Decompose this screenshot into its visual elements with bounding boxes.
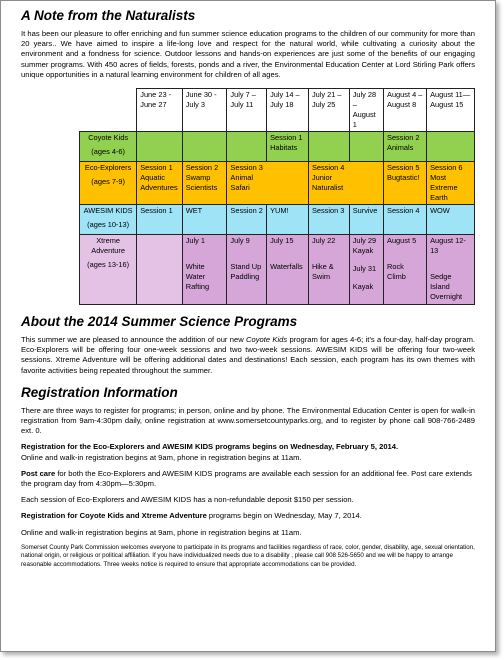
registration-fall-programs: Registration for the Eco-Explorers and AWESIM KIDS programs begins on Wednesday, February 5, 2014. Online and walk-in registration begins at 9am, phone in registration begins at 11am. bbox=[21, 442, 399, 462]
heading-about: About the 2014 Summer Science Programs bbox=[21, 314, 298, 330]
date-col-7: August 4 – August 8 bbox=[384, 89, 427, 132]
xtreme-trip-4: July 22 Hike & Swim bbox=[308, 235, 349, 305]
date-col-6: July 28 – August 1 bbox=[349, 89, 383, 132]
awesim-theme-4: WOW bbox=[427, 205, 475, 235]
registration-intro: There are three ways to register for programs; in person, online and by phone. The Environmental Education Center is open for walk-in registration from 9am-4:30pm daily, online registration at www.somersetcountyparks.org, and to register by phone call 908-766-2489 ext. 0. bbox=[21, 405, 475, 436]
coyote-kids-label: Coyote Kids (ages 4-6) bbox=[80, 132, 137, 162]
eco-session-1: Session 1 Aquatic Adventures bbox=[137, 162, 182, 205]
schedule-table bbox=[79, 88, 475, 305]
xtreme-trip-3: July 15 Waterfalls bbox=[267, 235, 309, 305]
awesim-kids-row bbox=[80, 205, 475, 235]
registration-times: Online and walk-in registration begins at 9am, phone in registration begins at 11am. bbox=[21, 527, 302, 537]
eco-session-2: Session 2 Swamp Scientists bbox=[182, 162, 227, 205]
date-col-4: July 14 – July 18 bbox=[267, 89, 309, 132]
coyote-kids-row bbox=[80, 132, 475, 162]
xtreme-trip-6: August 5 Rock Climb bbox=[384, 235, 427, 305]
eco-explorers-label: Eco-Explorers (ages 7-9) bbox=[80, 162, 137, 205]
eco-explorers-row bbox=[80, 162, 475, 205]
xtreme-adventure-row bbox=[80, 235, 475, 305]
awesim-session-3: Session 3 bbox=[308, 205, 349, 235]
date-col-5: July 21 – July 25 bbox=[308, 89, 349, 132]
date-col-1: June 23 - June 27 bbox=[137, 89, 182, 132]
eco-session-5: Session 5 Bugtastic! bbox=[384, 162, 427, 205]
disclaimer-text: Somerset County Park Commission welcomes everyone to participate in its programs and facilities regardless of race, color, gender, disability, age, sexual orientation, national origin, or religious or political affiliation. If you have individualized needs due to a disability , please call 908 526-5650 and we will be happy to arrange reasonable accommodations. Three weeks notice is required to ensure that appropriate accommodations can be provided. bbox=[21, 543, 475, 569]
coyote-session-2: Session 2 Animals bbox=[384, 132, 427, 162]
date-header-row bbox=[80, 89, 475, 132]
xtreme-trip-2: July 9 Stand Up Paddling bbox=[227, 235, 267, 305]
coyote-session-1: Session 1 Habitats bbox=[267, 132, 309, 162]
awesim-theme-3: Survive bbox=[349, 205, 383, 235]
deposit-info: Each session of Eco-Explorers and AWESIM KIDS has a non-refundable deposit $150 per session. bbox=[21, 495, 354, 505]
xtreme-trip-1: July 1 White Water Rafting bbox=[182, 235, 227, 305]
registration-summer-programs: Registration for Coyote Kids and Xtreme Adventure programs begin on Wednesday, May 7, 2014. bbox=[21, 511, 362, 521]
awesim-session-4: Session 4 bbox=[384, 205, 427, 235]
xtreme-trip-7: August 12-13 Sedge Island Overnight bbox=[427, 235, 475, 305]
awesim-theme-2: YUM! bbox=[267, 205, 309, 235]
awesim-session-1: Session 1 bbox=[137, 205, 182, 235]
heading-note: A Note from the Naturalists bbox=[21, 8, 196, 23]
eco-session-4: Session 4 Junior Naturalist bbox=[308, 162, 383, 205]
about-paragraph: This summer we are pleased to announce the addition of our new Coyote Kids program for ages 4-6; it’s a four-day, half-day program. Eco-Explorers will be offering four one-week sessions and two two-week sessions. AWESIM KIDS will be offering four two-week sessions. Xtreme Adventure will be offering additional dates and destinations! Each session, each program has its own themes with favorite activities being repeated throughout the summer. bbox=[21, 335, 475, 375]
awesim-session-2: Session 2 bbox=[227, 205, 267, 235]
date-col-2: June 30 - July 3 bbox=[182, 89, 227, 132]
intro-paragraph: It has been our pleasure to offer enriching and fun summer science education programs to the children of our community for more than 20 years.. We have aimed to inspire a life-long love and respect for the natural world, while cultivating a curiosity about the environment and a fondness for science. Outdoor lessons and hands-on experiences are just some of the benefits of our engaging summer programs. With 450 acres of fields, forests, ponds and a river, the Environmental Education Center at Lord Stirling Park offers unique opportunities in a natural learning environment for children of all ages. bbox=[21, 29, 475, 79]
date-col-8: August 11— August 15 bbox=[427, 89, 475, 132]
eco-session-3: Session 3 Animal Safari bbox=[227, 162, 309, 205]
eco-session-6: Session 6 Most Extreme Earth bbox=[427, 162, 475, 205]
xtreme-adventure-label: Xtreme Adventure (ages 13-16) bbox=[80, 235, 137, 305]
awesim-kids-label: AWESIM KIDS (ages 10-13) bbox=[80, 205, 137, 235]
post-care-info: Post care for both the Eco-Explorers and AWESIM KIDS programs are available each session for an additional fee. Post care extends the program day from 4:30pm—5:30pm. bbox=[21, 468, 472, 489]
awesim-theme-1: WET bbox=[182, 205, 227, 235]
heading-registration: Registration Information bbox=[21, 384, 178, 400]
xtreme-trip-5: July 29 Kayak July 31 Kayak bbox=[349, 235, 383, 305]
date-col-3: July 7 – July 11 bbox=[227, 89, 267, 132]
